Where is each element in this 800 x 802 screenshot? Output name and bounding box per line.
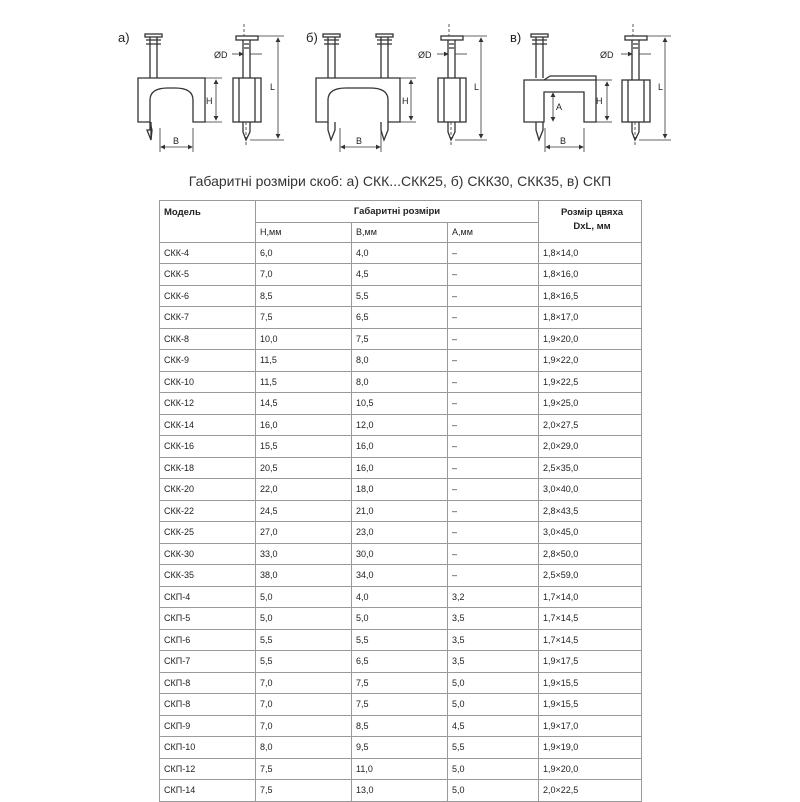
dim-h-label-b: H bbox=[402, 96, 409, 106]
cell-b: 7,5 bbox=[352, 672, 448, 694]
cell-a: 3,5 bbox=[448, 651, 539, 673]
cell-b: 7,5 bbox=[352, 328, 448, 350]
header-h: H,мм bbox=[256, 222, 352, 242]
cell-b: 5,5 bbox=[352, 285, 448, 307]
cell-a: – bbox=[448, 285, 539, 307]
cell-model: СКП-10 bbox=[160, 737, 256, 759]
cell-b: 34,0 bbox=[352, 565, 448, 587]
cell-h: 6,0 bbox=[256, 242, 352, 264]
dimension-drawing-svg bbox=[0, 0, 800, 160]
panel-c-drawing bbox=[510, 24, 671, 152]
cell-a: – bbox=[448, 565, 539, 587]
table-row bbox=[160, 393, 642, 415]
cell-nail: 2,0×27,5 bbox=[539, 414, 642, 436]
table-row bbox=[160, 414, 642, 436]
cell-model: СКП-4 bbox=[160, 586, 256, 608]
cell-b: 7,5 bbox=[352, 694, 448, 716]
cell-a: – bbox=[448, 457, 539, 479]
dim-l-label-b: L bbox=[474, 82, 480, 92]
table-row bbox=[160, 586, 642, 608]
table-row bbox=[160, 543, 642, 565]
table-row bbox=[160, 737, 642, 759]
cell-b: 9,5 bbox=[352, 737, 448, 759]
cell-model: СКК-7 bbox=[160, 307, 256, 329]
cell-h: 5,0 bbox=[256, 608, 352, 630]
cell-h: 7,0 bbox=[256, 264, 352, 286]
header-nail-size-line1: Розмір цвяха bbox=[560, 207, 624, 218]
cell-h: 7,5 bbox=[256, 307, 352, 329]
table-row bbox=[160, 758, 642, 780]
panel-c-label: в) bbox=[510, 30, 522, 45]
table-header-row bbox=[160, 201, 642, 223]
panel-a-label: а) bbox=[118, 30, 130, 45]
cell-a: 5,0 bbox=[448, 672, 539, 694]
cell-b: 11,0 bbox=[352, 758, 448, 780]
cell-model: СКК-16 bbox=[160, 436, 256, 458]
table-row bbox=[160, 694, 642, 716]
dim-b-label-a: B bbox=[173, 136, 180, 146]
cell-nail: 1,7×14,5 bbox=[539, 629, 642, 651]
cell-a: 3,2 bbox=[448, 586, 539, 608]
cell-model: СКК-12 bbox=[160, 393, 256, 415]
header-dimensions: Габаритні розміри bbox=[256, 201, 539, 223]
cell-a: 4,5 bbox=[448, 715, 539, 737]
cell-nail: 2,8×43,5 bbox=[539, 500, 642, 522]
table-row bbox=[160, 307, 642, 329]
cell-b: 8,0 bbox=[352, 371, 448, 393]
cell-nail: 3,0×45,0 bbox=[539, 522, 642, 544]
table-row bbox=[160, 436, 642, 458]
cell-nail: 3,0×40,0 bbox=[539, 479, 642, 501]
cell-b: 4,0 bbox=[352, 242, 448, 264]
cell-b: 4,5 bbox=[352, 264, 448, 286]
cell-model: СКК-8 bbox=[160, 328, 256, 350]
cell-b: 16,0 bbox=[352, 436, 448, 458]
cell-model: СКК-22 bbox=[160, 500, 256, 522]
cell-nail: 1,9×17,5 bbox=[539, 651, 642, 673]
cell-nail: 2,5×59,0 bbox=[539, 565, 642, 587]
cell-model: СКК-10 bbox=[160, 371, 256, 393]
cell-h: 5,5 bbox=[256, 629, 352, 651]
table-row bbox=[160, 479, 642, 501]
cell-h: 7,0 bbox=[256, 715, 352, 737]
cell-a: – bbox=[448, 479, 539, 501]
dim-l-label-a: L bbox=[270, 82, 276, 92]
header-nail-size-line2: DxL, мм bbox=[573, 221, 611, 232]
cell-b: 12,0 bbox=[352, 414, 448, 436]
cell-h: 10,0 bbox=[256, 328, 352, 350]
cell-nail: 2,8×50,0 bbox=[539, 543, 642, 565]
cell-b: 8,0 bbox=[352, 350, 448, 372]
cell-nail: 1,8×16,5 bbox=[539, 285, 642, 307]
cell-a: – bbox=[448, 393, 539, 415]
cell-model: СКП-6 bbox=[160, 629, 256, 651]
cell-model: СКК-35 bbox=[160, 565, 256, 587]
cell-h: 8,5 bbox=[256, 285, 352, 307]
cell-nail: 1,9×20,0 bbox=[539, 328, 642, 350]
cell-a: 5,0 bbox=[448, 780, 539, 802]
cell-model: СКК-5 bbox=[160, 264, 256, 286]
cell-model: СКП-5 bbox=[160, 608, 256, 630]
cell-a: – bbox=[448, 522, 539, 544]
cell-b: 8,5 bbox=[352, 715, 448, 737]
cell-b: 4,0 bbox=[352, 586, 448, 608]
dim-d-label-a: ØD bbox=[214, 50, 228, 60]
cell-a: 3,5 bbox=[448, 608, 539, 630]
cell-b: 10,5 bbox=[352, 393, 448, 415]
cell-h: 7,5 bbox=[256, 780, 352, 802]
cell-h: 24,5 bbox=[256, 500, 352, 522]
cell-b: 16,0 bbox=[352, 457, 448, 479]
cell-b: 21,0 bbox=[352, 500, 448, 522]
cell-a: – bbox=[448, 307, 539, 329]
cell-b: 30,0 bbox=[352, 543, 448, 565]
cell-model: СКК-14 bbox=[160, 414, 256, 436]
cell-a: 5,0 bbox=[448, 758, 539, 780]
cell-nail: 2,5×35,0 bbox=[539, 457, 642, 479]
cell-nail: 1,9×17,0 bbox=[539, 715, 642, 737]
cell-h: 5,0 bbox=[256, 586, 352, 608]
cell-nail: 2,0×29,0 bbox=[539, 436, 642, 458]
table-row bbox=[160, 780, 642, 802]
table-row bbox=[160, 608, 642, 630]
cell-a: 3,5 bbox=[448, 629, 539, 651]
cell-model: СКК-25 bbox=[160, 522, 256, 544]
cell-a: – bbox=[448, 543, 539, 565]
table-row bbox=[160, 672, 642, 694]
clip-dimension-drawings bbox=[0, 0, 800, 160]
cell-h: 20,5 bbox=[256, 457, 352, 479]
panel-a-drawing bbox=[118, 24, 284, 152]
table-row bbox=[160, 715, 642, 737]
panel-b-drawing bbox=[306, 24, 487, 152]
cell-a: – bbox=[448, 371, 539, 393]
table-row bbox=[160, 285, 642, 307]
cell-h: 11,5 bbox=[256, 371, 352, 393]
dim-a-label-c: A bbox=[556, 102, 563, 112]
cell-nail: 1,9×15,5 bbox=[539, 694, 642, 716]
dim-l-label-c: L bbox=[658, 82, 664, 92]
cell-h: 7,0 bbox=[256, 672, 352, 694]
table-row bbox=[160, 629, 642, 651]
cell-nail: 1,7×14,0 bbox=[539, 586, 642, 608]
dim-h-label-a: H bbox=[206, 96, 213, 106]
cell-nail: 1,9×22,0 bbox=[539, 350, 642, 372]
header-model: Модель bbox=[160, 201, 256, 243]
dim-b-label-c: B bbox=[560, 136, 567, 146]
cell-h: 5,5 bbox=[256, 651, 352, 673]
dim-b-label-b: B bbox=[356, 136, 363, 146]
cell-nail: 1,8×17,0 bbox=[539, 307, 642, 329]
table-row bbox=[160, 328, 642, 350]
cell-h: 22,0 bbox=[256, 479, 352, 501]
cell-h: 15,5 bbox=[256, 436, 352, 458]
cell-model: СКК-30 bbox=[160, 543, 256, 565]
cell-h: 8,0 bbox=[256, 737, 352, 759]
cell-model: СКП-7 bbox=[160, 651, 256, 673]
table-row bbox=[160, 522, 642, 544]
cell-model: СКП-14 bbox=[160, 780, 256, 802]
cell-b: 18,0 bbox=[352, 479, 448, 501]
cell-h: 38,0 bbox=[256, 565, 352, 587]
cell-nail: 1,9×20,0 bbox=[539, 758, 642, 780]
table-row bbox=[160, 500, 642, 522]
cell-model: СКК-20 bbox=[160, 479, 256, 501]
cell-model: СКП-12 bbox=[160, 758, 256, 780]
cell-model: СКП-9 bbox=[160, 715, 256, 737]
table-row bbox=[160, 371, 642, 393]
cell-a: – bbox=[448, 350, 539, 372]
cell-a: – bbox=[448, 436, 539, 458]
dim-d-label-b: ØD bbox=[418, 50, 432, 60]
cell-a: – bbox=[448, 414, 539, 436]
cell-nail: 1,9×25,0 bbox=[539, 393, 642, 415]
header-a: A,мм bbox=[448, 222, 539, 242]
table-body bbox=[160, 242, 642, 801]
cell-b: 13,0 bbox=[352, 780, 448, 802]
table-row bbox=[160, 242, 642, 264]
cell-nail: 1,9×15,5 bbox=[539, 672, 642, 694]
cell-h: 16,0 bbox=[256, 414, 352, 436]
cell-model: СКК-6 bbox=[160, 285, 256, 307]
cell-h: 7,5 bbox=[256, 758, 352, 780]
cell-model: СКК-18 bbox=[160, 457, 256, 479]
dim-d-label-c: ØD bbox=[600, 50, 614, 60]
cell-b: 5,5 bbox=[352, 629, 448, 651]
cell-b: 5,0 bbox=[352, 608, 448, 630]
cell-model: СКП-8 bbox=[160, 694, 256, 716]
cell-h: 11,5 bbox=[256, 350, 352, 372]
cell-b: 6,5 bbox=[352, 307, 448, 329]
table-row bbox=[160, 565, 642, 587]
cell-h: 7,0 bbox=[256, 694, 352, 716]
cell-a: 5,0 bbox=[448, 694, 539, 716]
cell-a: – bbox=[448, 264, 539, 286]
cell-nail: 2,0×22,5 bbox=[539, 780, 642, 802]
cell-model: СКК-9 bbox=[160, 350, 256, 372]
cell-a: 5,5 bbox=[448, 737, 539, 759]
cell-a: – bbox=[448, 242, 539, 264]
cell-a: – bbox=[448, 328, 539, 350]
cell-nail: 1,9×19,0 bbox=[539, 737, 642, 759]
cell-h: 14,5 bbox=[256, 393, 352, 415]
cell-nail: 1,9×22,5 bbox=[539, 371, 642, 393]
table-row bbox=[160, 264, 642, 286]
table-row bbox=[160, 457, 642, 479]
dim-h-label-c: H bbox=[596, 96, 603, 106]
cell-h: 33,0 bbox=[256, 543, 352, 565]
cell-a: – bbox=[448, 500, 539, 522]
cell-nail: 1,7×14,5 bbox=[539, 608, 642, 630]
cell-b: 6,5 bbox=[352, 651, 448, 673]
cell-nail: 1,8×16,0 bbox=[539, 264, 642, 286]
figure-caption: Габаритні розміри скоб: а) СКК...СКК25, б) СКК30, СКК35, в) СКП bbox=[188, 173, 612, 189]
cell-model: СКП-8 bbox=[160, 672, 256, 694]
cell-b: 23,0 bbox=[352, 522, 448, 544]
table-row bbox=[160, 350, 642, 372]
cell-model: СКК-4 bbox=[160, 242, 256, 264]
panel-b-label: б) bbox=[306, 30, 318, 45]
dimensions-table bbox=[159, 200, 642, 802]
table-row bbox=[160, 651, 642, 673]
cell-h: 27,0 bbox=[256, 522, 352, 544]
header-nail-size bbox=[539, 201, 642, 243]
cell-nail: 1,8×14,0 bbox=[539, 242, 642, 264]
header-b: B,мм bbox=[352, 222, 448, 242]
